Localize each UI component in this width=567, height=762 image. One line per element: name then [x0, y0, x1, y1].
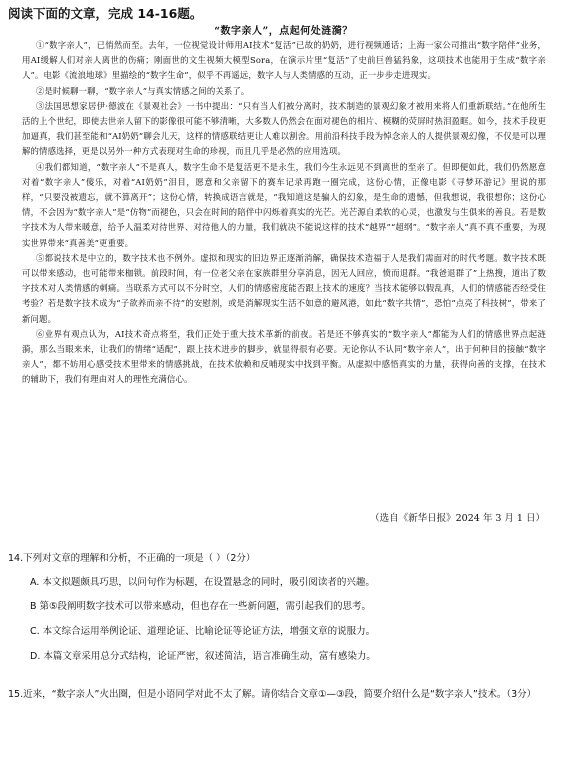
article-paragraph-6: ⑥业界有观点认为，AI技术奇点将至，我们正处于重大技术革新的前夜。若是还不够真实的“数字亲人”都能为人们的情感世界点起涟漪，那么当眼来来，让我们的情绪“适配”，跟上技术进步的脚步，就显得很有必要。无论你认不认同“数字亲人”，出于何种目的接触“数字亲人”，都不妨用心感受技术里带来的情感挑战，在技术依赖和反哺现实中找到平衡。从虚拟中感悟真实的力量，获得向善的支撑，在技术的辅助下，我们有理由对人的理性充满信心。: [22, 328, 546, 385]
question-14-stem: 14.下列对文章的理解和分析，不正确的一项是（ ）（2分）: [8, 553, 256, 564]
article-title: “数字亲人”，点起何处涟漪？: [214, 26, 353, 37]
article-body: [22, 38, 546, 388]
article-source: （选自《新华日报》2024 年 3 月 1 日）: [370, 513, 545, 524]
question-14-option-c: C. 本文综合运用举例论证、道理论证、比喻论证等论证方法，增强文章的说服力。: [30, 626, 376, 637]
article-paragraph-3: ③法国思想家居伊·德波在《景观社会》一书中提出：“只有当人们被分离时，技术制造的景观幻象才被用来将人们重新联结。”在他所生活的上个世纪，即使去世亲人留下的影像很可能不够清晰，大多数人仍然会在面对褪色的相片、模糊的荧屏时热泪盈眶。如今，技术手段更加逼真，我们甚至能和“AI奶奶”聊会儿天，这样的情感联结更让人难以割舍。用前沿科技手段为悼念亲人的人提供景观幻像，不仅是可以理解的情感选择，更是以另外一种方式表现对生命的珍视，而且几乎是必然的应用选项。: [22, 100, 546, 157]
question-14-option-b: B 第⑤段阐明数字技术可以带来感动，但也存在一些新问题，需引起我们的思考。: [30, 601, 372, 612]
article-paragraph-4: ④我们都知道，“数字亲人”不是真人，数字生命不是复活更不是永生，我们今生永远见不到离世的至亲了。但即便如此，我们仍然愿意对着“数字亲人”傻乐，对着“AI奶奶”泪目，愿意和父亲留下的赛车记录再跑一圈完成，这份心情，正像电影《寻梦环游记》里说的那样，“只要没被遗忘，就不算离开”；这份心情，转换成语言就是，“我知道这是骗人的幻象，是生命的遗憾，但我想说，我很想你；这份心情，不会因为“数字亲人”是“仿物”而褪色，只会在时间的陪伴中闪烁着真实的光芒。光芒源自柔软的心灵，也激发与生俱来的善良。若是数字技术为人带来暖意，给予人温柔对待世界、对待他人的力量，我们就决不能说这样的技术“越界”“超纲”。“数字亲人”真不真不重要，为现实世界带来“真善美”更重要。: [22, 161, 546, 248]
article-paragraph-2: ②是时候聊一聊，“数字亲人”与真实情感之间的关系了。: [36, 85, 250, 96]
question-14-option-a: A. 本文拟题颇具巧思，以问句作为标题，在设置悬念的同时，吸引阅读者的兴趣。: [30, 577, 375, 588]
section-instruction: 阅读下面的文章，完成 14-16题。: [8, 6, 203, 21]
article-paragraph-5: ⑤都说技术是中立的，数字技术也不例外。虚拟和现实的旧边界正逐渐消解，确保技术造福于人是我们需面对的时代考题。数字技术既可以带来感动，也可能带来枷锁。前段时间，有一位老父亲在家族群里分享消息，因无人回应，愤而退群。“我爸退群了”上热搜，道出了数字技术对人类情感的刺痛。当联系方式可以不分时空，人们的情感密度能否跟上技术的速度？当技术能够以假乱真，人们的情感能否经受住考验？若是数字技术成为“子欲养而亲不待”的安慰剂，或是消解现实生活不如意的避风港，如此“数字共情”，恐怕“点亮了科技树”，带来了新问题。: [22, 252, 546, 324]
question-14-option-d: D. 本篇文章采用总分式结构，论证严密，叙述简洁，语言准确生动，富有感染力。: [30, 651, 376, 662]
question-15-stem: 15.近来，“数字亲人”火出圈，但是小语同学对此不太了解。请你结合文章①—③段，简要介绍什么是“数字亲人”技术。（3分）: [8, 689, 537, 700]
article-paragraph-1: ①“数字亲人”，已悄然而至。去年，一位视觉设计师用AI技术“复活”已故的奶奶，进行视频通话；上海一家公司推出“数字陪伴”业务，用AI缓解人们对亲人离世的伤痛；刚面世的文生视频大模型Sora，在演示片里“复活”了史前巨兽猛犸象，这项技术也能用于生成“数字亲人”。电影《流浪地球》里描绘的“数字生命”，似乎不再遥远，数字人与人类情感的互动，正一步步走进现实。: [22, 40, 546, 81]
